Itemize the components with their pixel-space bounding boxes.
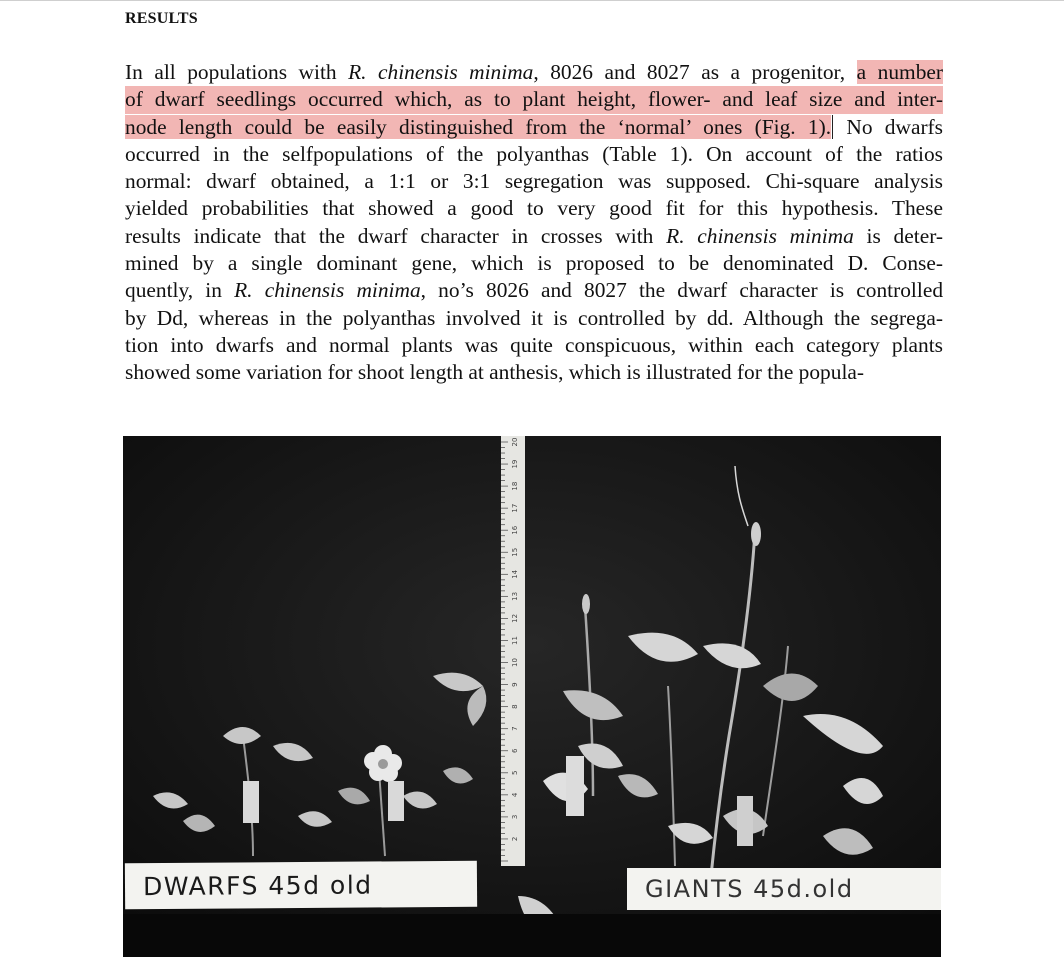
species-name: R. chinensis minima [666, 223, 854, 248]
text-line-1 [125, 59, 943, 86]
ruler-number: 5 [511, 770, 519, 776]
text-line-12: showed some variation for shoot length at anthesis, which is illustrated for the popula- [125, 360, 865, 385]
ruler-number: 6 [511, 748, 519, 753]
text-line-2-highlighted[interactable]: of dwarf seedlings occurred which, as to plant height, flower- and leaf size and inter- [125, 86, 943, 113]
ruler-number: 3 [511, 814, 519, 820]
giants-label-card: GIANTS 45d.old [627, 868, 941, 910]
ruler-number: 11 [511, 636, 519, 645]
text-line-6: yielded probabilities that showed a good to very good fit for this hypothesis. These [125, 196, 943, 221]
highlighted-text[interactable]: a number [856, 60, 944, 84]
plant-tag [566, 756, 584, 816]
results-paragraph [125, 59, 943, 387]
ruler-number: 14 [511, 569, 519, 579]
ruler-number: 9 [511, 682, 519, 687]
measuring-ruler [501, 436, 525, 866]
ruler-number: 12 [511, 613, 519, 623]
text-line-11: tion into dwarfs and normal plants was quite conspicuous, within each category plants [125, 332, 943, 357]
plant-tag [243, 781, 259, 823]
text-line-9 [125, 277, 943, 304]
text-span: , no’s 8026 and 8027 the dwarf character is controlled [420, 278, 944, 303]
text-line-8: mined by a single dominant gene, which is proposed to be denominated D. Conse- [125, 251, 943, 276]
species-name: R. chinensis minima [348, 60, 534, 84]
text-cursor [832, 115, 833, 139]
flower-bud [751, 522, 761, 546]
ruler-number: 15 [511, 547, 519, 557]
top-rule [0, 0, 1064, 1]
ruler-number: 18 [511, 481, 519, 491]
flower-bud [582, 594, 590, 614]
ruler-number: 2 [511, 836, 519, 842]
text-line-10: by Dd, whereas in the polyanthas involved it is controlled by dd. Although the segrega- [125, 305, 943, 330]
section-heading: RESULTS [125, 10, 198, 27]
ruler-number: 8 [511, 704, 519, 709]
ruler-number: 16 [511, 525, 519, 535]
ruler-number: 13 [511, 591, 519, 601]
highlighted-text[interactable]: node length could be easily distinguished from the ‘normal’ ones (Fig. 1). [125, 114, 832, 139]
text-span: quently, in [125, 278, 235, 303]
ruler-number: 19 [511, 459, 519, 469]
text-span: , 8026 and 8027 as a progenitor, [533, 60, 857, 84]
text-line-3 [125, 114, 943, 141]
plant-tag [388, 781, 404, 821]
text-span: In all populations with [125, 60, 349, 84]
text-line-4: occurred in the selfpopulations of the polyanthas (Table 1). On account of the ratios [125, 141, 943, 166]
bench-shadow [123, 914, 941, 957]
text-line-7 [125, 223, 943, 250]
ruler-number: 7 [511, 726, 519, 731]
ruler-number: 10 [511, 658, 519, 667]
text-line-5: normal: dwarf obtained, a 1:1 or 3:1 segregation was supposed. Chi-square analysis [125, 169, 943, 194]
text-span: results indicate that the dwarf character in crosses with [125, 223, 667, 248]
species-name: R. chinensis minima [234, 278, 421, 303]
ruler-number: 4 [511, 792, 519, 798]
ruler-number: 17 [511, 503, 519, 513]
dwarfs-label-card: DWARFS 45d old [125, 861, 477, 909]
figure-1-photograph [123, 436, 941, 957]
text-span: is deter- [853, 223, 944, 248]
plant-tag [737, 796, 753, 846]
ruler-number: 20 [511, 437, 519, 447]
text-span: No dwarfs [834, 114, 944, 139]
